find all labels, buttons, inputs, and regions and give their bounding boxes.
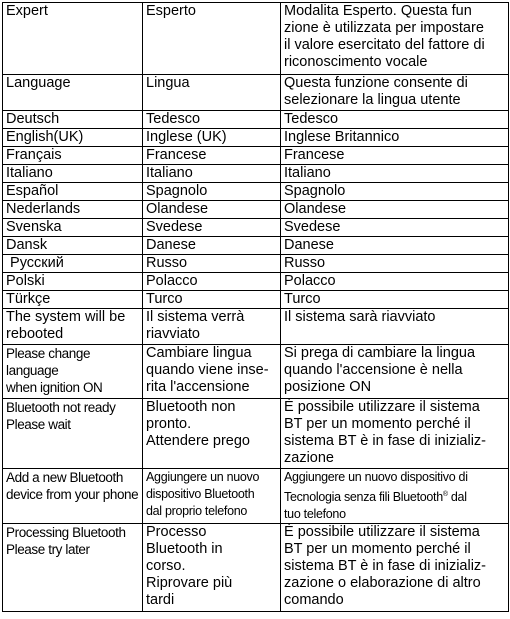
english-cell: Français — [3, 147, 143, 165]
english-cell: Language — [3, 75, 143, 111]
table-row — [3, 469, 509, 524]
english-cell: Español — [3, 183, 143, 201]
table-row — [3, 219, 509, 237]
description-cell: Polacco — [281, 273, 509, 291]
description-text: dal tuo telefono — [284, 490, 467, 521]
english-cell: Expert — [3, 3, 143, 75]
italian-cell: Danese — [143, 237, 281, 255]
table-row — [3, 75, 509, 111]
english-cell: The system will be rebooted — [3, 309, 143, 345]
english-cell: Polski — [3, 273, 143, 291]
table-row — [3, 183, 509, 201]
table-row — [3, 309, 509, 345]
italian-cell: Lingua — [143, 75, 281, 111]
english-cell: Processing Bluetooth Please try later — [3, 524, 143, 612]
description-cell: Turco — [281, 291, 509, 309]
description-cell: Svedese — [281, 219, 509, 237]
table-row — [3, 399, 509, 469]
italian-cell: Processo Bluetooth in corso. Riprovare più tardi — [143, 524, 281, 612]
registered-mark: ® — [442, 491, 448, 498]
description-cell: Russo — [281, 255, 509, 273]
italian-cell: Svedese — [143, 219, 281, 237]
description-text: Aggiungere un nuovo dispositivo di Tecnologia senza fili Bluetooth — [284, 470, 468, 504]
table-row — [3, 524, 509, 612]
english-cell: Italiano — [3, 165, 143, 183]
table-row — [3, 291, 509, 309]
italian-cell: Bluetooth non pronto. Attendere prego — [143, 399, 281, 469]
italian-cell: Polacco — [143, 273, 281, 291]
description-cell: Tedesco — [281, 111, 509, 129]
table-row — [3, 129, 509, 147]
italian-cell: Francese — [143, 147, 281, 165]
description-cell: Si prega di cambiare la lingua quando l'accensione è nella posizione ON — [281, 345, 509, 399]
italian-cell: Olandese — [143, 201, 281, 219]
table-row — [3, 111, 509, 129]
english-cell: Dansk — [3, 237, 143, 255]
table-row — [3, 147, 509, 165]
italian-cell: Esperto — [143, 3, 281, 75]
description-cell: Il sistema sarà riavviato — [281, 309, 509, 345]
table-row — [3, 3, 509, 75]
table-row — [3, 345, 509, 399]
english-cell: Add a new Bluetooth device from your phone — [3, 469, 143, 524]
description-cell: Spagnolo — [281, 183, 509, 201]
english-cell: Türkçe — [3, 291, 143, 309]
italian-cell: Inglese (UK) — [143, 129, 281, 147]
english-cell: English(UK) — [3, 129, 143, 147]
description-cell: È possibile utilizzare il sistema BT per un momento perché il sistema BT è in fase di inizializ- zazione — [281, 399, 509, 469]
table-row — [3, 201, 509, 219]
italian-cell: Tedesco — [143, 111, 281, 129]
description-cell: Modalita Esperto. Questa fun zione è utilizzata per impostare il valore esercitato del fattore di riconoscimento vocale — [281, 3, 509, 75]
description-cell: Inglese Britannico — [281, 129, 509, 147]
english-cell: Bluetooth not ready Please wait — [3, 399, 143, 469]
description-cell: È possibile utilizzare il sistema BT per un momento perché il sistema BT è in fase di inizializ- zazione o elaborazione di altro comando — [281, 524, 509, 612]
description-cell: Olandese — [281, 201, 509, 219]
english-cell: Русский — [3, 255, 143, 273]
italian-cell: Cambiare lingua quando viene inse- rita l'accensione — [143, 345, 281, 399]
italian-cell: Turco — [143, 291, 281, 309]
table-row — [3, 255, 509, 273]
description-cell: Francese — [281, 147, 509, 165]
english-cell: Nederlands — [3, 201, 143, 219]
description-cell — [281, 469, 509, 524]
italian-cell: Italiano — [143, 165, 281, 183]
english-cell: Svenska — [3, 219, 143, 237]
italian-cell: Russo — [143, 255, 281, 273]
translation-table — [2, 2, 509, 612]
description-cell: Danese — [281, 237, 509, 255]
description-cell: Questa funzione consente di selezionare la lingua utente — [281, 75, 509, 111]
english-cell: Please change language when ignition ON — [3, 345, 143, 399]
table-row — [3, 165, 509, 183]
description-cell: Italiano — [281, 165, 509, 183]
italian-cell: Il sistema verrà riavviato — [143, 309, 281, 345]
table-row — [3, 273, 509, 291]
italian-cell: Aggiungere un nuovo dispositivo Bluetooth dal proprio telefono — [143, 469, 281, 524]
table-row — [3, 237, 509, 255]
english-cell: Deutsch — [3, 111, 143, 129]
italian-cell: Spagnolo — [143, 183, 281, 201]
